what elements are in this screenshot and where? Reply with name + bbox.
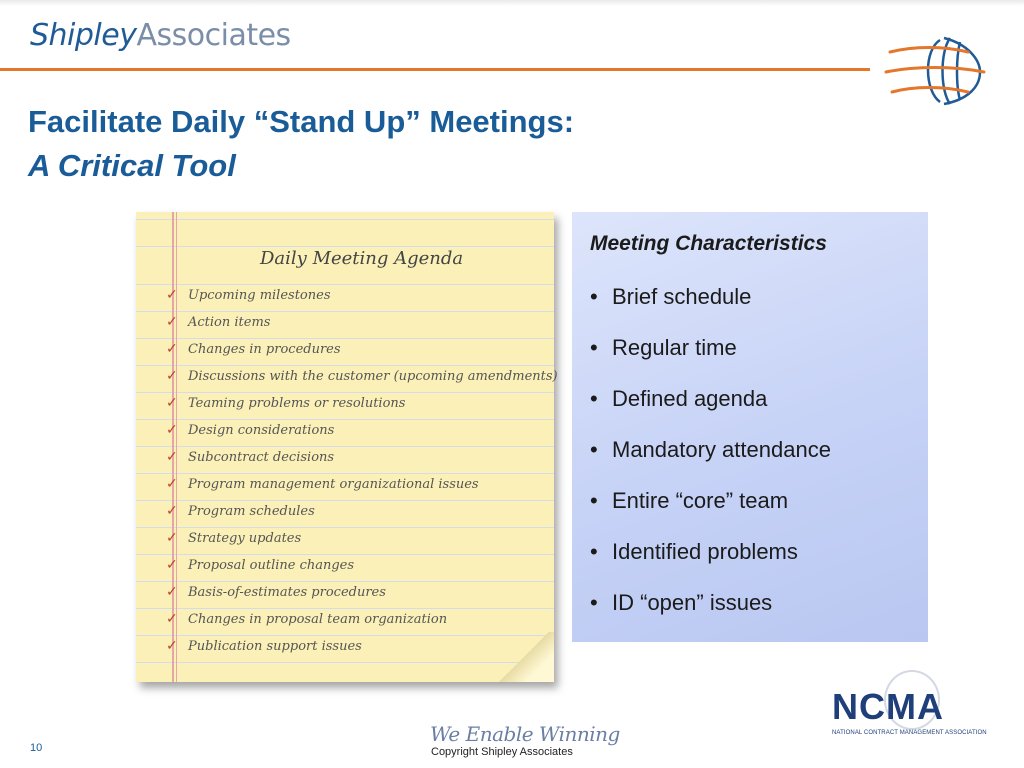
ncma-logo-text: NCMA [832, 686, 944, 727]
checkmark-icon: ✓ [166, 449, 178, 465]
agenda-item-label: Design considerations [188, 423, 335, 438]
agenda-item-label: Basis-of-estimates procedures [188, 585, 386, 600]
bullet-icon: • [590, 437, 598, 462]
list-item [590, 539, 831, 590]
agenda-item [166, 471, 558, 498]
ncma-logo [828, 668, 987, 746]
list-item [590, 437, 831, 488]
page-curl [494, 632, 554, 682]
bullet-icon: • [590, 284, 598, 309]
agenda-item [166, 552, 558, 579]
title-line2: A Critical Tool [28, 148, 236, 183]
checkmark-icon: ✓ [166, 638, 178, 654]
meeting-characteristics-box [572, 212, 928, 642]
agenda-item-label: Changes in proposal team organization [188, 612, 448, 627]
ncma-logo-subtitle: NATIONAL CONTRACT MANAGEMENT ASSOCIATION [832, 730, 987, 736]
checkmark-icon: ✓ [166, 287, 178, 303]
bullet-icon: • [590, 590, 598, 615]
agenda-item-label: Strategy updates [188, 531, 302, 546]
checkmark-icon: ✓ [166, 341, 178, 357]
agenda-item [166, 579, 558, 606]
footer-slogan: We Enable Winning [430, 722, 620, 746]
header-divider [0, 68, 870, 71]
list-item-label: Brief schedule [612, 284, 752, 309]
agenda-item-label: Subcontract decisions [188, 450, 335, 465]
checkmark-icon: ✓ [166, 422, 178, 438]
agenda-item-label: Publication support issues [188, 639, 362, 654]
list-item [590, 386, 831, 437]
globe-icon [884, 30, 988, 110]
list-item-label: Regular time [612, 335, 737, 360]
agenda-item-label: Action items [188, 315, 271, 330]
checkmark-icon: ✓ [166, 584, 178, 600]
agenda-item [166, 417, 558, 444]
bullet-icon: • [590, 386, 598, 411]
characteristics-list [590, 284, 831, 641]
agenda-item-label: Teaming problems or resolutions [188, 396, 406, 411]
agenda-item-label: Program schedules [188, 504, 315, 519]
agenda-item-label: Discussions with the customer (upcoming amendments) [188, 369, 558, 384]
checkmark-icon: ✓ [166, 314, 178, 330]
logo-part1: Shipley [30, 18, 137, 53]
agenda-item-label: Changes in procedures [188, 342, 341, 357]
bullet-icon: • [590, 539, 598, 564]
list-item-label: Identified problems [612, 539, 798, 564]
top-gradient-bar [0, 0, 1024, 6]
checkmark-icon: ✓ [166, 395, 178, 411]
list-item [590, 590, 831, 641]
agenda-notepad-image [136, 212, 558, 682]
agenda-item [166, 309, 558, 336]
checkmark-icon: ✓ [166, 530, 178, 546]
list-item-label: Mandatory attendance [612, 437, 831, 462]
agenda-item-label: Upcoming milestones [188, 288, 331, 303]
agenda-item [166, 363, 558, 390]
list-item-label: Entire “core” team [612, 488, 789, 513]
slide-title [28, 100, 574, 188]
checkmark-icon: ✓ [166, 611, 178, 627]
agenda-item [166, 444, 558, 471]
agenda-item [166, 498, 558, 525]
list-item-label: ID “open” issues [612, 590, 773, 615]
checkmark-icon: ✓ [166, 557, 178, 573]
agenda-list [166, 282, 558, 660]
list-item [590, 488, 831, 539]
shipley-logo [30, 18, 291, 53]
agenda-item [166, 336, 558, 363]
agenda-item [166, 606, 558, 633]
bullet-icon: • [590, 488, 598, 513]
page-number: 10 [30, 742, 43, 754]
list-item [590, 335, 831, 386]
logo-part2: Associates [136, 18, 291, 53]
agenda-item [166, 525, 558, 552]
checkmark-icon: ✓ [166, 368, 178, 384]
title-line1: Facilitate Daily “Stand Up” Meetings: [28, 104, 575, 139]
agenda-item [166, 282, 558, 309]
copyright-text: Copyright Shipley Associates [431, 746, 573, 758]
agenda-item-label: Proposal outline changes [188, 558, 355, 573]
checkmark-icon: ✓ [166, 476, 178, 492]
agenda-title: Daily Meeting Agenda [260, 248, 464, 269]
list-item-label: Defined agenda [612, 386, 768, 411]
agenda-item [166, 390, 558, 417]
checkmark-icon: ✓ [166, 503, 178, 519]
agenda-item-label: Program management organizational issues [188, 477, 479, 492]
bullet-icon: • [590, 335, 598, 360]
characteristics-heading: Meeting Characteristics [590, 232, 827, 255]
list-item [590, 284, 831, 335]
